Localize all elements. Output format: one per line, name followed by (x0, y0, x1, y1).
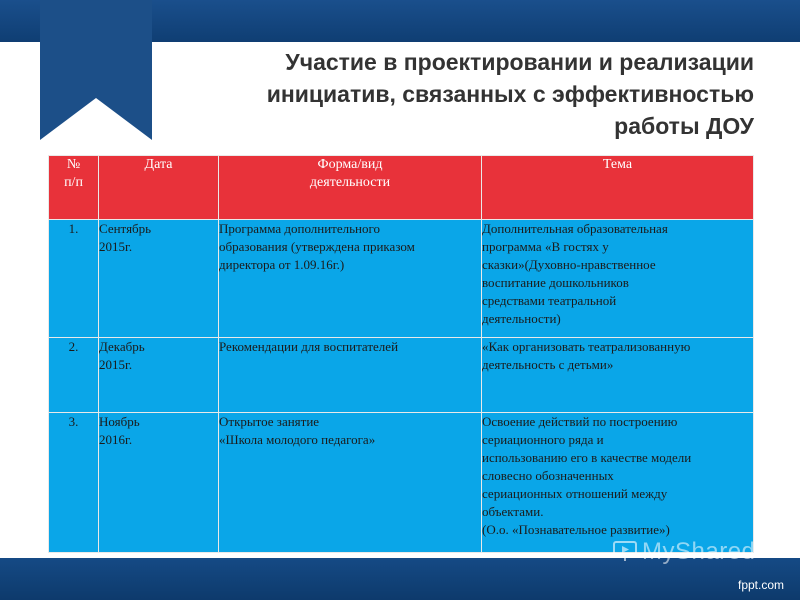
title-line-1: Участие в проектировании и реализации (285, 49, 754, 75)
row-date (99, 338, 219, 413)
row-form (219, 220, 482, 338)
row-topic-line: Дополнительная образовательная (482, 221, 668, 236)
row-form-line: «Школа молодого педагога» (219, 432, 376, 447)
row-date (99, 413, 219, 553)
presentation-icon (612, 540, 638, 562)
row-topic-line: деятельности) (482, 311, 561, 326)
header-form-line-2: деятельности (309, 175, 391, 190)
header-number-line-1: № (66, 157, 81, 172)
row-topic-line: сериационных отношений между (482, 486, 668, 501)
row-form-line: образования (утверждена приказом (219, 239, 415, 254)
activities-table (48, 155, 754, 553)
row-form-line: Программа дополнительного (219, 221, 381, 236)
row-topic (482, 220, 754, 338)
row-topic-line: воспитание дошкольников (482, 275, 629, 290)
header-number-line-2: п/п (64, 175, 83, 190)
row-form (219, 338, 482, 413)
title-line-3: работы ДОУ (614, 113, 754, 139)
row-date-line: Сентябрь (99, 221, 152, 236)
row-date-line: 2015г. (99, 239, 133, 254)
row-topic-line: словесно обозначенных (482, 468, 614, 483)
row-topic (482, 338, 754, 413)
row-date-line: 2015г. (99, 357, 133, 372)
header-topic-label: Тема (602, 157, 633, 172)
row-date (99, 220, 219, 338)
table-header-row (49, 156, 754, 220)
row-topic-line: Освоение действий по построению (482, 414, 678, 429)
row-number: 2. (49, 338, 99, 413)
row-form-line: Открытое занятие (219, 414, 320, 429)
row-number: 3. (49, 413, 99, 553)
table-row (49, 220, 754, 338)
watermark-text: MyShared (642, 538, 756, 565)
row-topic-line: сказки»(Духовно-нравственное (482, 257, 656, 272)
header-form (219, 156, 482, 220)
slide-title (220, 46, 754, 142)
row-topic (482, 413, 754, 553)
watermark (612, 538, 755, 566)
row-topic-line: программа «В гостях у (482, 239, 609, 254)
row-topic-line: деятельность с детьми» (482, 357, 614, 372)
row-topic-line: использованию его в качестве модели (482, 450, 692, 465)
table-row (49, 338, 754, 413)
title-line-2: инициатив, связанных с эффективностью (266, 81, 754, 107)
footer-brand: fppt.com (738, 578, 785, 592)
row-topic-line: объектами. (482, 504, 544, 519)
row-date-line: 2016г. (99, 432, 133, 447)
table-row (49, 413, 754, 553)
header-date (99, 156, 219, 220)
row-topic-line: (О.о. «Познавательное развитие») (482, 522, 670, 537)
header-topic (482, 156, 754, 220)
header-number (49, 156, 99, 220)
row-topic-line: «Как организовать театрализованную (482, 339, 691, 354)
row-date-line: Декабрь (99, 339, 145, 354)
row-topic-line: средствами театральной (482, 293, 617, 308)
row-number: 1. (49, 220, 99, 338)
bookmark-ribbon-icon (40, 0, 152, 140)
row-form-line: директора от 1.09.16г.) (219, 257, 345, 272)
header-form-line-1: Форма/вид (317, 157, 383, 172)
row-topic-line: сериационного ряда и (482, 432, 604, 447)
row-form (219, 413, 482, 553)
header-date-label: Дата (144, 157, 173, 172)
row-form-line: Рекомендации для воспитателей (219, 339, 399, 354)
row-date-line: Ноябрь (99, 414, 140, 429)
